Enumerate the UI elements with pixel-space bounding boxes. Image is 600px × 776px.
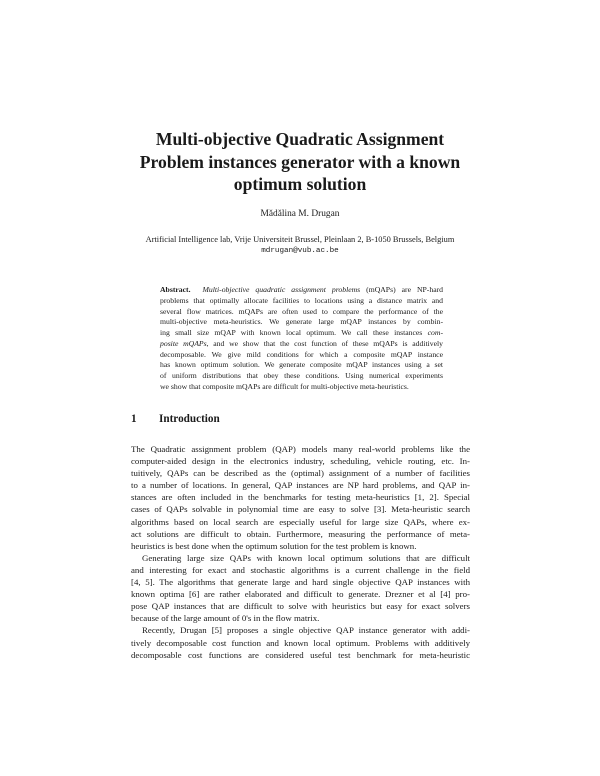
title-line: optimum solution	[233, 174, 367, 194]
abstract-line: of uniform distributions that obey these conditions. Using numerical experiments	[160, 371, 443, 380]
body-line: because of the large amount of 0's in the flow matrix.	[131, 613, 320, 624]
abstract-line: ing small size mQAP with known local optimum. We call these instances com-	[160, 328, 444, 337]
abstract-line: problems that optimally allocate facilities to locations using a distance matrix and	[160, 295, 443, 305]
abstract-line: has known optimum solution. We generate composite mQAP instances using a set	[160, 360, 443, 370]
body-line: Generating large size QAPs with known local optimum solutions that are difficult	[142, 552, 470, 563]
title-line: Problem instances generator with a known	[139, 151, 461, 172]
abstract-label: Abstract.	[160, 285, 191, 294]
body-line: to a number of locations. In general, QAP instances are NP hard problems, and QAP in-	[131, 480, 470, 491]
body-line: tively decomposable cost function and known local optimum. Problems with additively	[131, 637, 470, 648]
body-line: computer-aided design in the electronics industry, scheduling, vehicle routing, etc. In-	[131, 456, 470, 467]
body-line: and interesting for exact and stochastic algorithms is a current challenge in the field	[131, 564, 470, 575]
body-line: decomposable cost functions are considered useful test benchmark for meta-heuristic	[131, 649, 470, 660]
abstract-term: Multi-objective quadratic assignment problems	[202, 285, 361, 294]
abstract-line: multi-objective meta-heuristics. We generate large mQAP instances by combin-	[160, 317, 443, 327]
title-line: Multi-objective Quadratic Assignment	[155, 129, 445, 149]
body-line: Recently, Drugan [5] proposes a single objective QAP instance generator with addi-	[142, 625, 470, 636]
abstract-line: posite mQAPs, and we show that the cost function of these mQAPs is additively	[160, 338, 443, 348]
body-line: [4, 5]. The algorithms that generate large and hard single objective QAP instances with	[131, 577, 470, 588]
body-text	[131, 443, 470, 661]
body-line: cases of QAPs solvable in polynomial time are easy to solve [3]. Meta-heuristic search	[131, 504, 470, 515]
body-line: known optima [6] are rather elaborated and difficult to generate. Drezner et al [4] pro-	[131, 589, 470, 600]
body-line: tuitively, QAPs can be described as the (optimal) assignment of a number of facilities	[131, 468, 470, 479]
abstract	[160, 285, 443, 393]
section-number: 1	[131, 413, 137, 425]
section-title: Introduction	[159, 413, 220, 425]
abstract-line: several flow matrices. mQAPs are often used to compare the performance of the	[160, 306, 443, 316]
author-name: Mădălina M. Drugan	[260, 209, 340, 219]
author-affiliation: Artificial Intelligence lab, Vrije Universiteit Brussel, Pleinlaan 2, B-1050 Brussels, Belgium	[145, 235, 455, 244]
section-heading	[131, 413, 220, 425]
abstract-line: we show that composite mQAPs are difficult for multi-objective meta-heuristics.	[160, 381, 409, 391]
body-line: act solutions are difficult to obtain. Furthermore, measuring the performance of meta-	[131, 528, 470, 539]
author-email[interactable]: mdrugan@vub.ac.be	[261, 247, 339, 255]
paper-title	[60, 128, 540, 196]
abstract-line: decomposable. We give mild conditions for which a composite mQAP instance	[160, 349, 443, 359]
body-line: pose QAP instances that are difficult to solve with heuristics but easy for exact solvers	[131, 601, 470, 612]
body-line: The Quadratic assignment problem (QAP) models many real-world problems like the	[131, 444, 470, 454]
body-line: heuristics is best done when the optimum solution for the test problem is known.	[131, 540, 417, 551]
body-line: stances are often included in the benchmarks for testing meta-heuristics [1, 2]. Special	[131, 492, 470, 503]
body-line: algorithms based on local search are especially useful for large size QAPs, where ex-	[131, 516, 470, 527]
abstract-line: Abstract. Multi-objective quadratic assignment problems (mQAPs) are NP-hard	[160, 285, 444, 294]
